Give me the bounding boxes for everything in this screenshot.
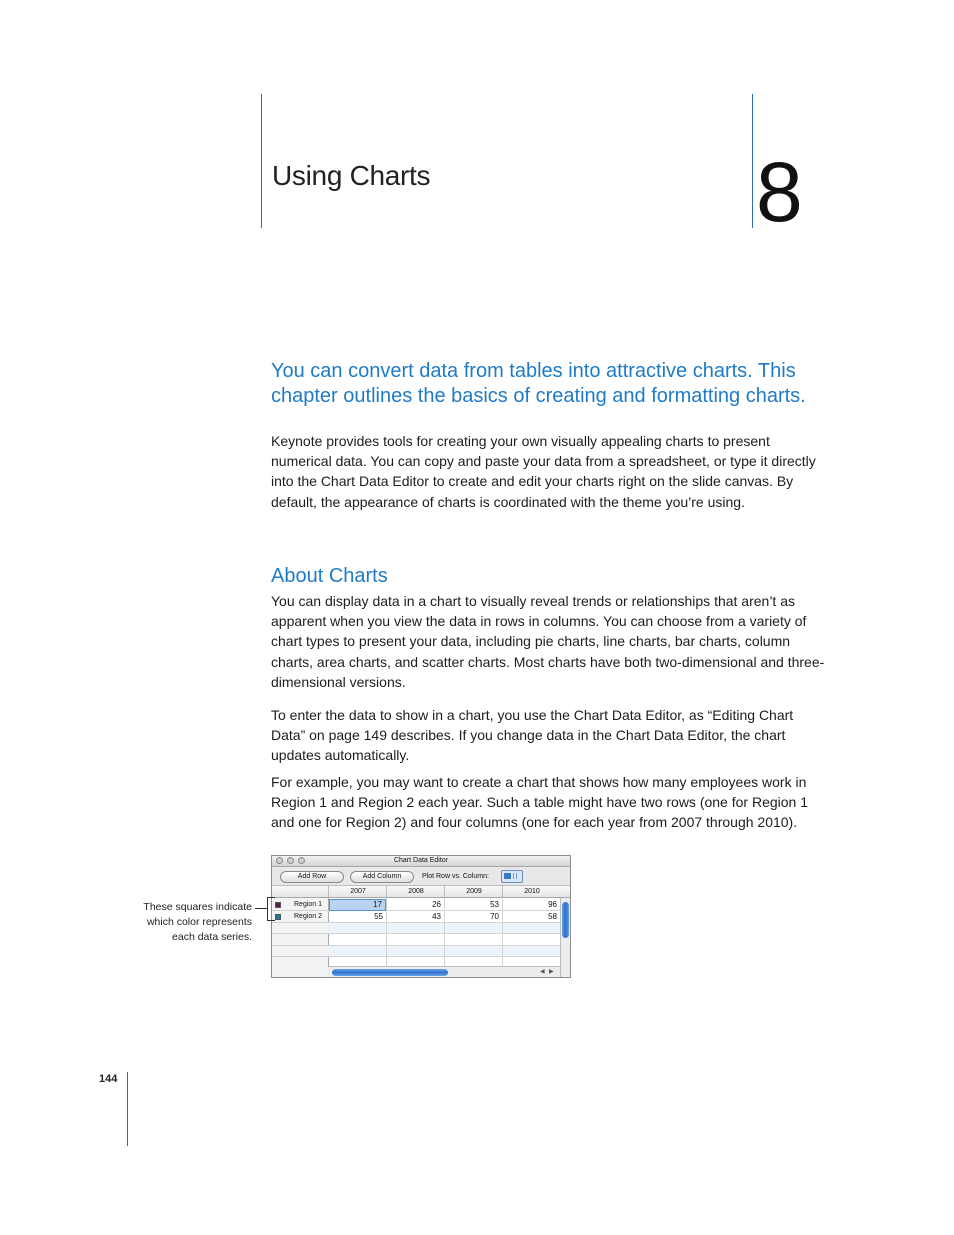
window-titlebar [272, 856, 570, 867]
section-heading: About Charts [271, 565, 388, 587]
column-header-row [272, 886, 570, 898]
table-row [272, 911, 570, 923]
table-cell[interactable]: 96 [548, 900, 557, 909]
callout-bracket-bottom [267, 920, 275, 921]
chapter-rule-left [261, 94, 262, 228]
table-row [272, 899, 570, 911]
plot-rows-icon [504, 873, 511, 879]
table-cell[interactable]: 58 [548, 912, 557, 921]
plot-row-column-toggle[interactable] [501, 870, 523, 883]
body-paragraph: Keynote provides tools for creating your own visually appealing charts to present numerical data. You can copy and paste your data from a spreadsheet, or type it directly into the Chart Data Editor to create and edit your charts right on the slide canvas. By default, the appearance of charts is coordinated with the theme you’re using. [271, 433, 816, 510]
table-cell[interactable]: 55 [374, 912, 383, 921]
footer-rule [127, 1072, 128, 1146]
table-cell[interactable]: 70 [490, 912, 499, 921]
page-number: 144 [99, 1073, 118, 1085]
column-header[interactable]: 2008 [386, 886, 445, 897]
vertical-scroll-thumb[interactable] [562, 902, 569, 938]
callout-bracket [267, 897, 268, 921]
plot-row-column-label: Plot Row vs. Column: [422, 873, 489, 880]
add-row-button[interactable]: Add Row [280, 871, 344, 883]
chapter-rule-right [752, 94, 753, 228]
column-header[interactable]: 2007 [328, 886, 387, 897]
series-color-swatch[interactable] [275, 914, 281, 920]
table-cell[interactable]: 53 [490, 900, 499, 909]
horizontal-scroll-thumb[interactable] [332, 969, 448, 976]
body-paragraph: To enter the data to show in a chart, you use the Chart Data Editor, as “Editing Chart Data” on page 149 describes. If you change data in the Chart Data Editor, the chart updates automatically. [271, 707, 794, 764]
plot-columns-icon [513, 873, 519, 879]
table-cell[interactable]: 43 [432, 912, 441, 921]
chapter-intro: You can convert data from tables into attractive charts. This chapter outlines the basics of creating and formatting charts. [271, 360, 806, 407]
row-header[interactable]: Region 2 [294, 913, 323, 920]
editor-toolbar [272, 867, 570, 886]
add-column-button[interactable]: Add Column [350, 871, 414, 883]
horizontal-scrollbar[interactable] [328, 966, 560, 978]
scroll-right-arrow-icon[interactable]: ▶ [549, 969, 554, 975]
table-cell[interactable]: 26 [432, 900, 441, 909]
chapter-title: Using Charts [272, 160, 431, 191]
column-header[interactable]: 2010 [502, 886, 561, 897]
table-cell[interactable]: 17 [329, 899, 386, 911]
scroll-left-arrow-icon[interactable]: ◀ [540, 969, 545, 975]
row-header[interactable]: Region 1 [294, 901, 323, 908]
series-color-swatch[interactable] [275, 902, 281, 908]
body-paragraph: For example, you may want to create a chart that shows how many employees work in Region 1 and Region 2 each year. Such a table might have two rows (one for Region 1 and one for Region 2) and four columns (one for each year from 2007 through 2010). [271, 774, 808, 831]
chart-data-editor-window [271, 855, 571, 978]
callout-text: These squares indicate which color represents each data series. [143, 901, 252, 943]
vertical-scrollbar[interactable] [560, 898, 571, 977]
window-title: Chart Data Editor [393, 857, 449, 864]
callout-leader-line [255, 908, 267, 909]
chapter-number: 8 [756, 145, 803, 239]
callout-bracket-top [267, 897, 275, 898]
body-paragraph: You can display data in a chart to visually reveal trends or relationships that aren’t as apparent when you view the data in rows in columns. You can choose from a variety of chart types to present your data, including pie charts, line charts, bar charts, column charts, area charts, and scatter charts. Most charts have both two-dimensional and three-dimensional versions. [271, 593, 825, 690]
column-header[interactable]: 2009 [444, 886, 503, 897]
